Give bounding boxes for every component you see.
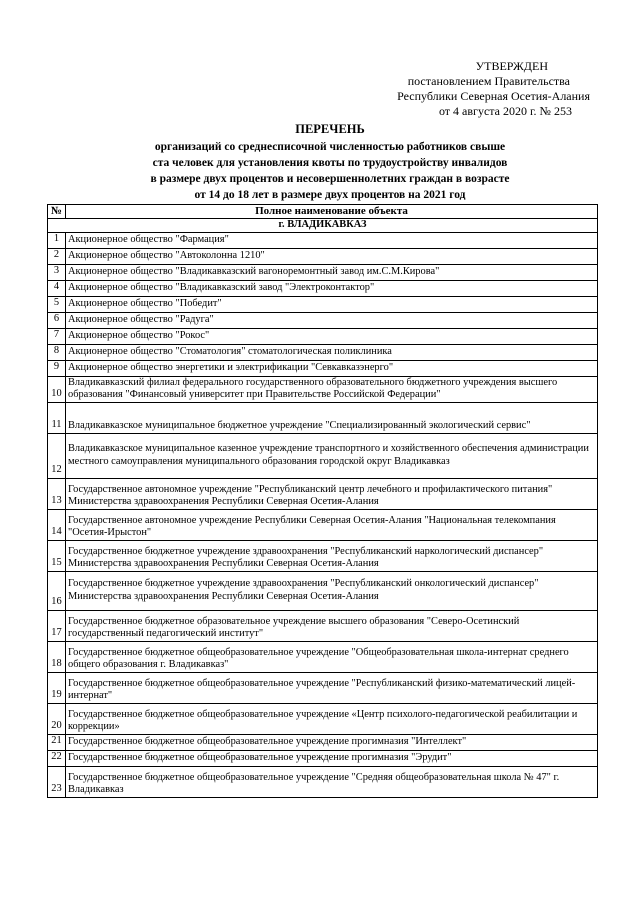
column-header-name: Полное наименование объекта xyxy=(66,205,598,219)
table-row xyxy=(48,433,598,478)
organization-name: Акционерное общество "Автоколонна 1210" xyxy=(66,248,598,264)
organization-name: Акционерное общество "Владикавказский завод "Электроконтактор" xyxy=(66,280,598,296)
organizations-table xyxy=(47,204,598,798)
city-name: г. ВЛАДИКАВКАЗ xyxy=(48,219,598,233)
organization-name: Акционерное общество "Владикавказский вагоноремонтный завод им.С.М.Кирова" xyxy=(66,264,598,280)
organization-name: Государственное бюджетное общеобразовательное учреждение прогимназия "Эрудит" xyxy=(66,750,598,766)
organization-name: Акционерное общество "Фармация" xyxy=(66,232,598,248)
document-heading xyxy=(60,121,600,203)
table-row xyxy=(48,360,598,376)
organization-name: Государственное бюджетное общеобразовательное учреждение "Республиканский физико-математический лицей-интернат" xyxy=(66,672,598,703)
row-number: 5 xyxy=(48,296,66,312)
table-row xyxy=(48,571,598,610)
organization-name: Государственное бюджетное общеобразовательное учреждение "Общеобразовательная школа-интернат среднего общего образования г. Владикавказ" xyxy=(66,641,598,672)
heading-line-2: ста человек для установления квоты по трудоустройству инвалидов xyxy=(152,157,508,169)
row-number: 22 xyxy=(48,750,66,766)
organization-name: Акционерное общество "Радуга" xyxy=(66,312,598,328)
organization-name: Государственное автономное учреждение "Республиканский центр лечебного и профилактического питания" Министерства здравоохранения Республики Северная Осетия-Алания xyxy=(66,478,598,509)
organization-name: Акционерное общество "Стоматология" стоматологическая поликлиника xyxy=(66,344,598,360)
approval-date: от 4 августа 2020 г. № 253 xyxy=(438,104,572,118)
table-row xyxy=(48,280,598,296)
row-number: 14 xyxy=(48,509,66,540)
row-number: 18 xyxy=(48,641,66,672)
row-number: 4 xyxy=(48,280,66,296)
table-row xyxy=(48,734,598,750)
table-row xyxy=(48,312,598,328)
organization-name: Акционерное общество "Победит" xyxy=(66,296,598,312)
organization-name: Государственное бюджетное образовательное учреждение высшего образования "Северо-Осетинский государственный педагогический институт" xyxy=(66,610,598,641)
document-title: ПЕРЕЧЕНЬ xyxy=(295,122,365,136)
table-row xyxy=(48,509,598,540)
table-row xyxy=(48,641,598,672)
table-row xyxy=(48,344,598,360)
row-number: 23 xyxy=(48,766,66,797)
table-row xyxy=(48,610,598,641)
organization-name: Государственное бюджетное общеобразовательное учреждение «Центр психолого-педагогической реабилитации и коррекции» xyxy=(66,703,598,734)
table-row xyxy=(48,750,598,766)
table-row xyxy=(48,248,598,264)
organization-name: Владикавказское муниципальное бюджетное учреждение "Специализированный экологический сервис" xyxy=(66,402,598,433)
table-row xyxy=(48,478,598,509)
organization-name: Владикавказский филиал федерального государственного образовательного бюджетного учреждения высшего образования "Финансовый университет при Правительстве Российской Федерации" xyxy=(66,376,598,402)
row-number: 8 xyxy=(48,344,66,360)
row-number: 16 xyxy=(48,571,66,610)
organization-name: Государственное бюджетное общеобразовательное учреждение прогимназия "Интеллект" xyxy=(66,734,598,750)
row-number: 7 xyxy=(48,328,66,344)
row-number: 11 xyxy=(48,402,66,433)
row-number: 17 xyxy=(48,610,66,641)
table-row xyxy=(48,264,598,280)
row-number: 9 xyxy=(48,360,66,376)
approval-stamp xyxy=(360,59,590,119)
table-row xyxy=(48,296,598,312)
organization-name: Государственное автономное учреждение Республики Северная Осетия-Алания "Национальная телекомпания "Осетия-Ирыстон" xyxy=(66,509,598,540)
table-row xyxy=(48,376,598,402)
row-number: 3 xyxy=(48,264,66,280)
row-number: 15 xyxy=(48,540,66,571)
row-number: 6 xyxy=(48,312,66,328)
organization-name: Владикавказское муниципальное казенное учреждение транспортного и хозяйственного обеспечения администрации местного самоуправления муниципального образования городской округ Владикавказ xyxy=(66,433,598,478)
approval-title: УТВЕРЖДЕН xyxy=(475,59,548,73)
organization-name: Государственное бюджетное учреждение здравоохранения "Республиканский онкологический диспансер" Министерства здравоохранения Республики Северная Осетия-Алания xyxy=(66,571,598,610)
row-number: 21 xyxy=(48,734,66,750)
row-number: 1 xyxy=(48,232,66,248)
heading-line-3: в размере двух процентов и несовершеннолетних граждан в возрасте xyxy=(150,173,510,185)
approval-authority: постановлением Правительства xyxy=(407,74,570,88)
heading-line-1: организаций со среднесписочной численностью работников свыше xyxy=(154,141,506,153)
approval-republic: Республики Северная Осетия-Алания xyxy=(397,89,590,103)
organization-name: Акционерное общество "Рокос" xyxy=(66,328,598,344)
heading-line-4: от 14 до 18 лет в размере двух процентов на 2021 год xyxy=(194,189,466,201)
city-row xyxy=(48,219,598,233)
table-row xyxy=(48,766,598,797)
row-number: 13 xyxy=(48,478,66,509)
row-number: 19 xyxy=(48,672,66,703)
table-row xyxy=(48,328,598,344)
row-number: 20 xyxy=(48,703,66,734)
table-row xyxy=(48,232,598,248)
row-number: 12 xyxy=(48,433,66,478)
table-row xyxy=(48,540,598,571)
column-header-number: № xyxy=(48,205,66,219)
row-number: 10 xyxy=(48,376,66,402)
organization-name: Государственное бюджетное общеобразовательное учреждение "Средняя общеобразовательная школа № 47" г. Владикавказ xyxy=(66,766,598,797)
organization-name: Акционерное общество энергетики и электрификации "Севкавказэнерго" xyxy=(66,360,598,376)
row-number: 2 xyxy=(48,248,66,264)
table-header-row xyxy=(48,205,598,219)
table-row xyxy=(48,672,598,703)
organization-name: Государственное бюджетное учреждение здравоохранения "Республиканский наркологический диспансер" Министерства здравоохранения Республики Северная Осетия-Алания xyxy=(66,540,598,571)
table-row xyxy=(48,703,598,734)
table-row xyxy=(48,402,598,433)
